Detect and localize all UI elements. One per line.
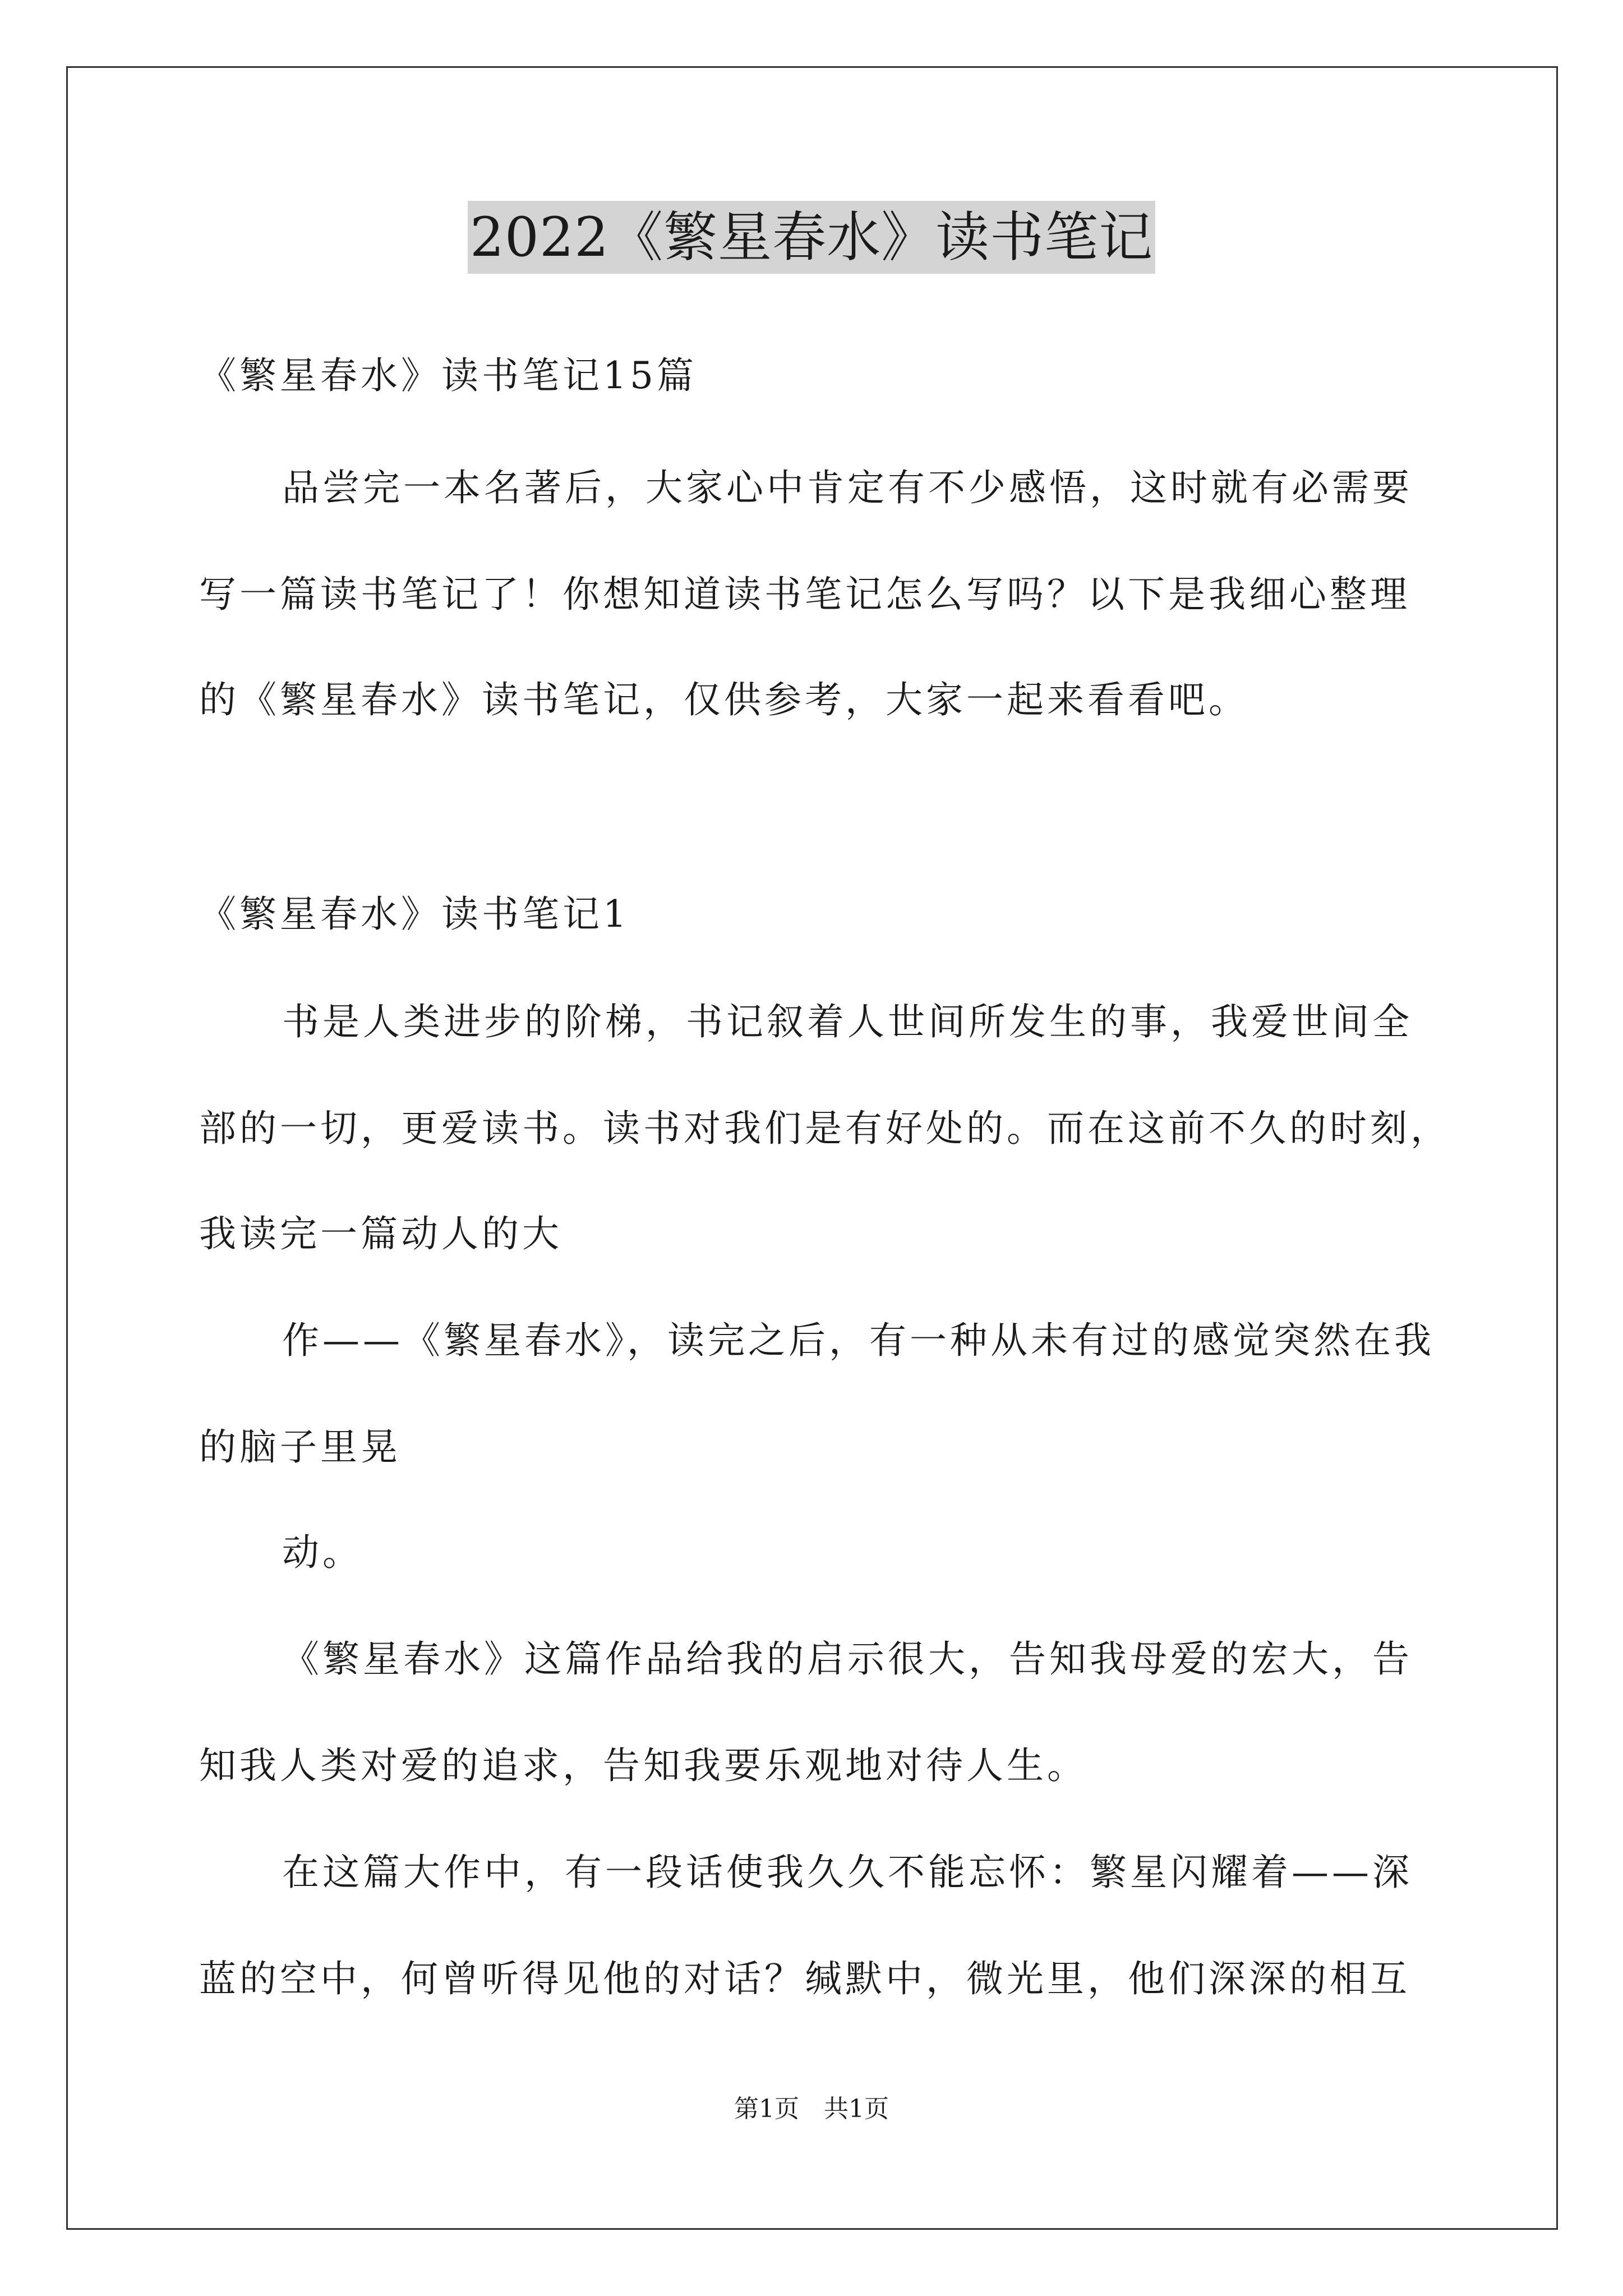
document-subtitle: 《繁星春水》读书笔记15篇	[199, 354, 697, 397]
intro-line-3: 的《繁星春水》读书笔记，仅供参考，大家一起来看看吧。	[199, 678, 1249, 721]
body-line-6: 动。	[282, 1531, 363, 1574]
document-title: 2022《繁星春水》读书笔记	[468, 201, 1155, 274]
body-line-4: 作——《繁星春水》，读完之后，有一种从未有过的感觉突然在我	[282, 1319, 1435, 1362]
body-line-2: 部的一切，更爱读书。读书对我们是有好处的。而在这前不久的时刻，	[199, 1107, 1451, 1150]
body-line-1: 书是人类进步的阶梯，书记叙着人世间所发生的事，我爱世间全	[282, 1000, 1413, 1043]
body-line-3: 我读完一篇动人的大	[199, 1212, 562, 1255]
body-line-8: 知我人类对爱的追求，告知我要乐观地对待人生。	[199, 1744, 1087, 1787]
section-heading: 《繁星春水》读书笔记1	[199, 892, 630, 936]
body-line-9: 在这篇大作中，有一段话使我久久不能忘怀：繁星闪耀着——深	[282, 1851, 1413, 1894]
body-line-10: 蓝的空中，何曾听得见他的对话？缄默中，微光里，他们深深的相互	[199, 1957, 1410, 2000]
intro-line-2: 写一篇读书笔记了！你想知道读书笔记怎么写吗？以下是我细心整理	[199, 573, 1410, 616]
body-line-5: 的脑子里晃	[199, 1425, 401, 1469]
page-footer: 第1页 共1页	[734, 2095, 889, 2123]
intro-line-1: 品尝完一本名著后，大家心中肯定有不少感悟，这时就有必需要	[282, 466, 1413, 509]
body-line-7: 《繁星春水》这篇作品给我的启示很大，告知我母爱的宏大，告	[282, 1637, 1413, 1681]
title-container	[0, 201, 1623, 274]
